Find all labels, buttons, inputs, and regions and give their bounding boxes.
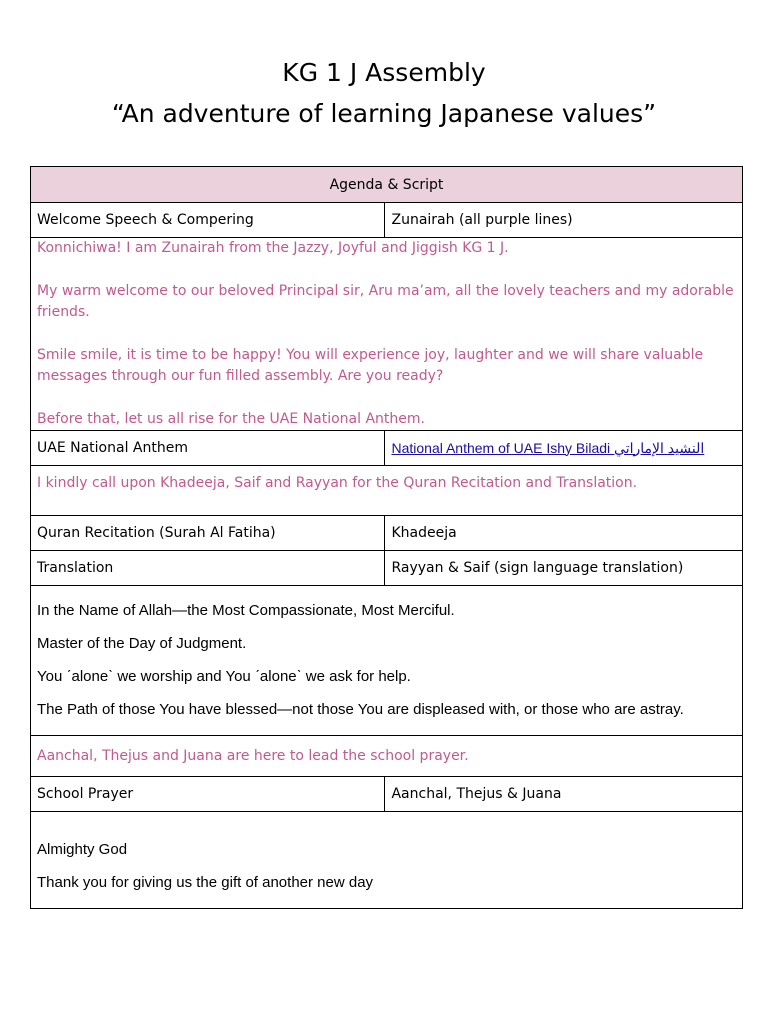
intro-line: Konnichiwa! I am Zunairah from the Jazzy, Joyful and Jiggish KG 1 J. xyxy=(37,240,509,256)
prayer-lines-row xyxy=(31,812,743,909)
prayer-line: Thank you for giving us the gift of another new day xyxy=(37,874,374,891)
quran-value: Khadeeja xyxy=(385,516,743,551)
prayer-label: School Prayer xyxy=(31,777,385,812)
welcome-value: Zunairah (all purple lines) xyxy=(385,203,743,238)
table-row xyxy=(31,431,743,466)
verse-line: You ˊaloneˋ we worship and You ˊaloneˋ we ask for help. xyxy=(37,667,411,685)
quran-label: Quran Recitation (Surah Al Fatiha) xyxy=(31,516,385,551)
intro-line: Before that, let us all rise for the UAE National Anthem. xyxy=(37,411,425,427)
table-header: Agenda & Script xyxy=(31,167,743,203)
call-quran-row xyxy=(31,466,743,516)
intro-line: Smile smile, it is time to be happy! You will experience joy, laughter and we will share valuable messages through our fun filled assembly. Are you ready? xyxy=(37,347,704,384)
verse-line: In the Name of Allah—the Most Compassionate, Most Merciful. xyxy=(37,601,455,619)
welcome-label: Welcome Speech & Compering xyxy=(31,203,385,238)
prayer-line: Almighty God xyxy=(37,841,128,858)
translation-value: Rayyan & Saif (sign language translation) xyxy=(385,551,743,586)
table-row xyxy=(31,203,743,238)
verse-line: The Path of those You have blessed—not those You are displeased with, or those who are astray. xyxy=(37,700,684,718)
verse-line: Master of the Day of Judgment. xyxy=(37,634,247,652)
table-header-row xyxy=(31,167,743,203)
agenda-table xyxy=(30,166,743,909)
intro-script-row xyxy=(31,238,743,431)
document-subtitle: “An adventure of learning Japanese values” xyxy=(111,99,657,128)
anthem-link[interactable]: National Anthem of UAE Ishy Biladi النشيد الإماراتي xyxy=(391,439,705,456)
prayer-value: Aanchal, Thejus & Juana xyxy=(385,777,743,812)
table-row xyxy=(31,777,743,812)
table-row xyxy=(31,551,743,586)
verses-row xyxy=(31,586,743,736)
intro-line: My warm welcome to our beloved Principal sir, Aru ma’am, all the lovely teachers and my adorable friends. xyxy=(37,283,734,320)
call-prayer-row xyxy=(31,736,743,777)
table-row xyxy=(31,516,743,551)
anthem-label: UAE National Anthem xyxy=(31,431,385,466)
document-title: KG 1 J Assembly xyxy=(282,58,486,87)
translation-label: Translation xyxy=(31,551,385,586)
call-prayer-text: Aanchal, Thejus and Juana are here to lead the school prayer. xyxy=(31,736,743,777)
call-quran-text: I kindly call upon Khadeeja, Saif and Rayyan for the Quran Recitation and Translation. xyxy=(31,466,743,516)
